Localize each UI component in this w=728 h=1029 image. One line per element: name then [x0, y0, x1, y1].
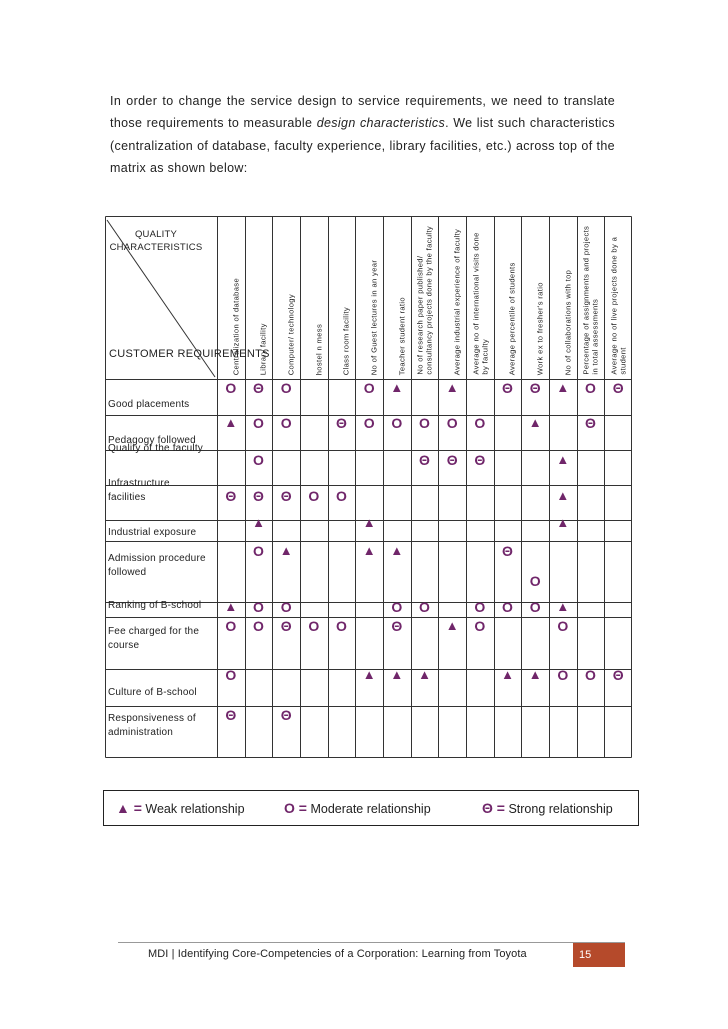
relationship-symbol: Θ: [225, 707, 237, 723]
column-header: [411, 216, 439, 379]
relationship-symbol: O: [253, 599, 264, 615]
column-header-label: Percentage of assignments and projects in total assessments: [581, 226, 601, 375]
relationship-symbol: Θ: [585, 415, 596, 431]
relationship-symbol: O: [557, 618, 569, 634]
relationship-symbol: Θ: [502, 380, 513, 396]
column-header: [245, 216, 273, 379]
page-footer: [118, 942, 625, 967]
relationship-symbol: ▲: [556, 380, 570, 395]
column-header: [300, 216, 328, 379]
row-label: Industrial exposure: [108, 527, 197, 538]
column-header-label: Class room facility: [342, 306, 352, 375]
row-label: Good placements: [108, 399, 190, 410]
quality-matrix: [105, 216, 632, 758]
column-header: [604, 216, 632, 379]
intro-paragraph: [110, 90, 615, 179]
relationship-symbol: O: [391, 415, 403, 431]
legend: [103, 790, 639, 826]
intro-italic-term: design characteristics: [316, 116, 446, 131]
row-label: Culture of B-school: [108, 687, 197, 698]
relationship-symbol: O: [557, 667, 569, 683]
column-header-label: Average no of live projects done by a student: [609, 237, 628, 375]
column-header-label: No of Guest lectures in an year: [369, 259, 379, 375]
relationship-symbol: ▲: [362, 667, 376, 682]
relationship-symbol: O: [419, 415, 430, 431]
relationship-symbol: ▲: [224, 599, 238, 614]
column-header: [438, 216, 466, 379]
relationship-symbol: O: [336, 618, 347, 634]
row-label: Pedagogy followed: [108, 435, 196, 446]
relationship-symbol: O: [529, 599, 541, 615]
row-label: Infrastructure facilities: [108, 478, 170, 503]
relationship-symbol: O: [585, 380, 596, 396]
relationship-symbol: Θ: [529, 380, 541, 396]
column-header: [577, 216, 605, 379]
relationship-symbol: Θ: [391, 618, 403, 634]
relationship-symbol: ▲: [224, 415, 238, 430]
column-header-label: Average percentile of students: [508, 262, 518, 375]
column-header-label: Centralization of database: [231, 277, 241, 375]
relationship-symbol: O: [336, 488, 347, 504]
relationship-symbol: ▲: [445, 618, 459, 633]
relationship-symbol: ▲: [501, 667, 514, 682]
column-header-label: Teacher student ratio: [397, 296, 407, 375]
moderate-symbol: O =: [284, 800, 307, 816]
relationship-symbol: Θ: [446, 452, 458, 468]
column-header-label: Computer/ technology: [286, 293, 296, 375]
column-header-label: Library facility: [259, 322, 269, 375]
relationship-symbol: Θ: [280, 618, 292, 634]
relationship-symbol: O: [225, 667, 237, 683]
relationship-symbol: O: [280, 380, 292, 396]
footer-text: MDI | Identifying Core-Competencies of a Corporation: Learning from Toyota: [148, 948, 527, 960]
weak-label: Weak relationship: [145, 802, 245, 816]
strong-label: Strong relationship: [508, 802, 613, 816]
relationship-symbol: Θ: [253, 488, 264, 504]
relationship-symbol: ▲: [418, 667, 431, 682]
column-header-label: No of research paper published/ consultancy projects done by the faculty: [415, 226, 435, 375]
legend-weak: [116, 800, 245, 816]
row-label: Ranking of B-school: [108, 600, 202, 611]
column-header-label: No of collaborations with top: [563, 269, 573, 375]
column-header-label: hostel n mess: [314, 323, 324, 375]
relationship-symbol: O: [253, 452, 264, 468]
relationship-symbol: O: [308, 488, 320, 504]
relationship-symbol: ▲: [279, 543, 293, 558]
relationship-symbol: Θ: [474, 452, 486, 468]
row-label: Admission procedure followed: [108, 553, 206, 578]
relationship-symbol: ▲: [252, 515, 265, 530]
relationship-symbol: ▲: [362, 543, 376, 558]
row-label: Fee charged for the course: [108, 626, 200, 651]
relationship-symbol: ▲: [362, 515, 376, 530]
relationship-symbol: ▲: [556, 599, 570, 614]
page-number: 15: [573, 943, 625, 967]
relationship-symbol: O: [225, 380, 237, 396]
relationship-symbol: Θ: [225, 488, 237, 504]
relationship-symbol: ▲: [390, 380, 404, 395]
strong-symbol: Θ =: [482, 800, 505, 816]
relationship-symbol: ▲: [556, 515, 570, 530]
column-header-label: Average industrial experience of faculty: [452, 228, 462, 375]
legend-strong: [482, 800, 613, 816]
relationship-symbol: ▲: [528, 667, 542, 682]
relationship-symbol: Θ: [419, 452, 430, 468]
relationship-symbol: Θ: [253, 380, 264, 396]
relationship-symbol: O: [391, 599, 403, 615]
relationship-symbol: ▲: [556, 452, 570, 467]
relationship-symbol: O: [474, 415, 486, 431]
relationship-symbol: Θ: [502, 543, 513, 559]
relationship-symbol: ▲: [445, 380, 459, 395]
intro-text-1: In order to change the service design to service requirements, we need to translate those requirements to measurable: [110, 94, 615, 131]
relationship-symbol: O: [253, 415, 264, 431]
relationship-symbol: O: [363, 380, 375, 396]
intro-text-2: . We list such characteristics (centralization of database, faculty experience, library facilities, etc.) across top of the matrix as shown below:: [110, 116, 616, 175]
relationship-symbol: O: [585, 667, 596, 683]
quality-characteristics-header: QUALITY CHARACTERISTICS: [109, 229, 203, 253]
column-header: [549, 216, 577, 379]
relationship-symbol: O: [280, 415, 292, 431]
column-header: [328, 216, 356, 379]
relationship-symbol: ▲: [390, 543, 404, 558]
relationship-symbol: ▲: [390, 667, 404, 682]
column-header-label: Average no of international visits done by faculty: [471, 232, 490, 375]
relationship-symbol: O: [502, 599, 513, 615]
weak-symbol: ▲ =: [116, 800, 142, 816]
column-header: [466, 216, 494, 379]
row-label: Responsiveness of administration: [108, 713, 196, 738]
relationship-symbol: O: [225, 618, 237, 634]
relationship-symbol: O: [419, 599, 430, 615]
relationship-symbol: O: [280, 599, 292, 615]
relationship-symbol: O: [474, 599, 486, 615]
relationship-symbol: Θ: [280, 707, 292, 723]
relationship-symbol: Θ: [280, 488, 292, 504]
column-header: [217, 216, 245, 379]
relationship-symbol: Θ: [612, 380, 624, 396]
footer-rule: [118, 942, 625, 943]
customer-requirements-header: CUSTOMER REQUIREMENTS: [109, 348, 270, 360]
column-header: [355, 216, 383, 379]
column-header: [521, 216, 549, 379]
relationship-symbol: O: [253, 543, 264, 559]
relationship-symbol: O: [308, 618, 320, 634]
relationship-symbol: ▲: [528, 415, 542, 430]
relationship-symbol: O: [474, 618, 486, 634]
relationship-symbol: O: [363, 415, 375, 431]
column-header: [494, 216, 522, 379]
legend-moderate: [284, 800, 431, 816]
relationship-symbol: Θ: [336, 415, 347, 431]
column-header-label: Work ex to fresher's ratio: [535, 281, 545, 375]
moderate-label: Moderate relationship: [310, 802, 431, 816]
relationship-symbol: O: [446, 415, 458, 431]
row-label: Quality of the faculty: [108, 443, 204, 454]
relationship-symbol: O: [529, 573, 541, 589]
column-header: [272, 216, 300, 379]
relationship-symbol: Θ: [612, 667, 624, 683]
relationship-symbol: O: [253, 618, 264, 634]
relationship-symbol: ▲: [556, 488, 570, 503]
column-header: [383, 216, 411, 379]
